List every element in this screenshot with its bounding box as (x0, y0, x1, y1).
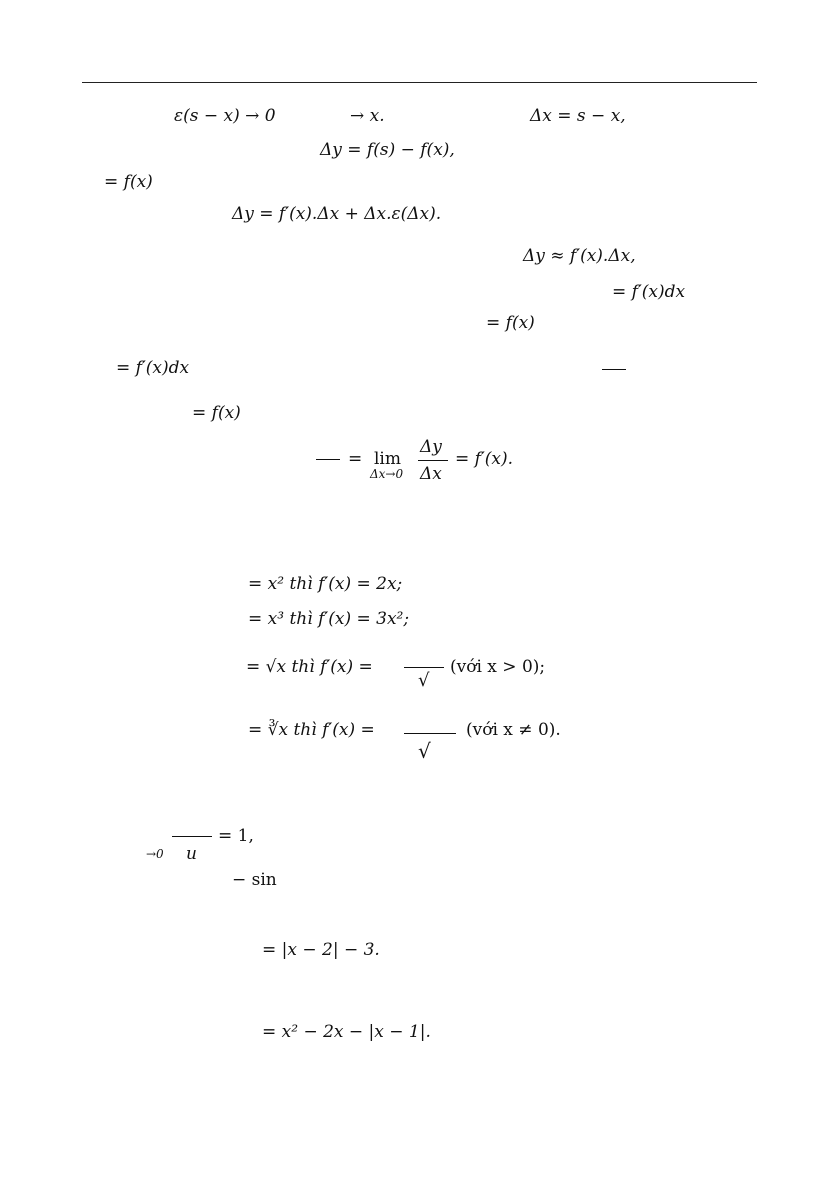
math-limit-result: = f′(x). (455, 449, 514, 469)
math-differential-2: = f′(x)dx (116, 358, 190, 378)
math-differential: = f′(x)dx (612, 282, 686, 302)
sqrt-icon-2: √ (418, 739, 431, 763)
math-y-equals-fx: = f(x) (104, 172, 153, 192)
exercise-abs-1: = |x − 2| − 3. (262, 940, 380, 960)
fraction-bar-4 (404, 667, 444, 668)
math-approximation: Δy ≈ f′(x).Δx, (523, 246, 636, 266)
math-y-fx-2: = f(x) (486, 313, 535, 333)
example-cube: = x³ thì f′(x) = 3x²; (248, 609, 410, 629)
example-square: = x² thì f′(x) = 2x; (248, 574, 403, 594)
limit-subscript: →0 (146, 847, 164, 861)
math-y-fx-3: = f(x) (192, 403, 241, 423)
fraction-bar-6 (172, 836, 212, 837)
math-delta-y-def: Δy = f(s) − f(x), (320, 140, 455, 160)
exercise-abs-2: = x² − 2x − |x − 1|. (262, 1022, 431, 1042)
example-cbrt: = ∛x thì f′(x) = (248, 720, 375, 740)
sqrt-icon: √ (418, 670, 430, 691)
fraction-bar-5 (404, 733, 456, 734)
math-equals: = (348, 449, 363, 469)
example-sqrt-condition: (với x > 0); (450, 657, 546, 677)
limit-equals-one: = 1, (218, 826, 254, 846)
fraction-bar-3 (418, 460, 448, 461)
fraction-bar-1 (602, 369, 626, 370)
minus-sin: − sin (232, 870, 277, 890)
fraction-bar-2 (316, 459, 340, 460)
math-lim-subscript: Δx→0 (370, 467, 404, 481)
math-frac-numerator: Δy (420, 437, 442, 457)
example-sqrt: = √x thì f′(x) = (246, 657, 373, 677)
limit-denominator-u: u (186, 844, 197, 864)
math-increment-formula: Δy = f′(x).Δx + Δx.ε(Δx). (232, 204, 442, 224)
math-tends-to-x: → x. (350, 106, 385, 126)
math-epsilon-limit: ε(s − x) → 0 (174, 106, 276, 126)
math-frac-denominator: Δx (420, 464, 442, 484)
math-lim: lim (374, 449, 401, 469)
math-delta-x-def: Δx = s − x, (530, 106, 626, 126)
header-rule (82, 82, 757, 83)
example-cbrt-condition: (với x ≠ 0). (466, 720, 561, 740)
